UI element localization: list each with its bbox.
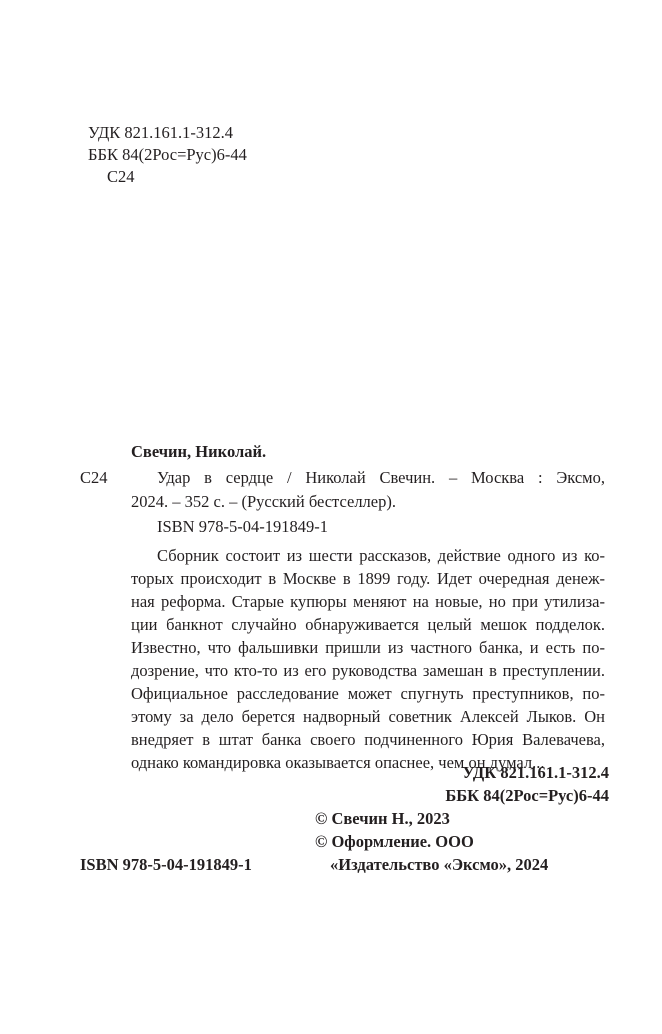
copyright-design: © Оформление. ООО: [315, 832, 474, 851]
annotation-line: ная реформа. Старые купюры меняют на новые, но при утилиза-: [131, 592, 605, 611]
copyright-publisher: «Издательство «Эксмо», 2024: [330, 855, 549, 874]
annotation-line: торых происходит в Москве в 1899 году. Идет очередная денеж-: [131, 569, 605, 588]
annotation-line: внедряет в штат банка своего подчиненного Юрия Валевачева,: [131, 730, 605, 749]
annotation-line: ции банкнот случайно обнаруживается целый мешок подделок.: [131, 615, 605, 634]
author-heading: Свечин, Николай.: [131, 442, 267, 461]
title-line-1: Удар в сердце / Николай Свечин. – Москва : Эксмо,: [157, 468, 605, 487]
bbk-code-top: ББК 84(2Рос=Рус)6-44: [88, 145, 247, 164]
title-line-2: 2024. – 352 с. – (Русский бестселлер).: [131, 492, 396, 511]
annotation-line: Сборник состоит из шести рассказов, действие одного из ко-: [157, 546, 605, 565]
author-mark: С24: [80, 468, 108, 487]
copyright-author: © Свечин Н., 2023: [315, 809, 450, 828]
annotation-line: Официальное расследование может спугнуть преступников, по-: [131, 684, 605, 703]
isbn-entry: ISBN 978-5-04-191849-1: [157, 517, 328, 536]
udk-code-bottom: УДК 821.161.1-312.4: [462, 763, 609, 782]
annotation-line: этому за дело берется надворный советник Алексей Лыков. Он: [131, 707, 605, 726]
isbn-bottom: ISBN 978-5-04-191849-1: [80, 855, 252, 874]
bbk-code-bottom: ББК 84(2Рос=Рус)6-44: [445, 786, 609, 805]
annotation-line: однако командировка оказывается опаснее, чем он думал...: [131, 753, 545, 772]
udk-code-top: УДК 821.161.1-312.4: [88, 123, 234, 142]
annotation-line: Известно, что фальшивки пришли из частного банка, и есть по-: [131, 638, 605, 657]
annotation-line: дозрение, что кто-то из его руководства замешан в преступлении.: [131, 661, 605, 680]
author-mark-top: С24: [107, 167, 135, 186]
